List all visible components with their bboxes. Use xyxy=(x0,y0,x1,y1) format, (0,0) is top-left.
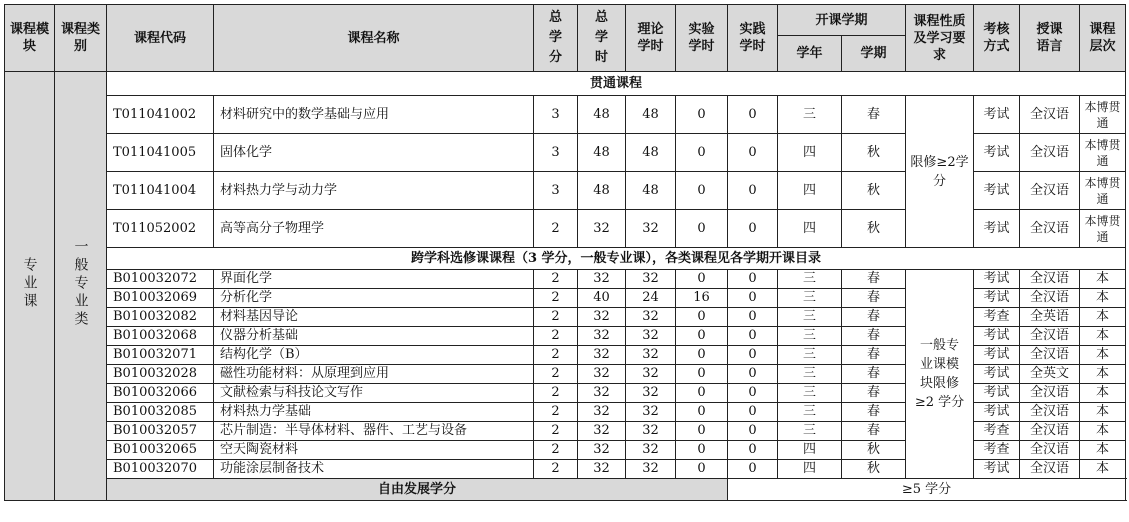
cell-language: 全汉语 xyxy=(1020,134,1080,172)
cell-semester: 春 xyxy=(842,327,906,346)
cell-credits: 2 xyxy=(534,327,578,346)
cell-language: 全英文 xyxy=(1020,365,1080,384)
cell-theory: 48 xyxy=(626,172,676,210)
header-nature: 课程性质及学习要求 xyxy=(906,5,974,72)
cell-credits: 2 xyxy=(534,422,578,441)
cell-year: 三 xyxy=(778,289,842,308)
cell-hours: 32 xyxy=(578,403,626,422)
header-year: 学年 xyxy=(778,36,842,72)
cell-hours: 32 xyxy=(578,210,626,248)
module-label: 专业课 xyxy=(21,256,38,311)
cell-theory: 32 xyxy=(626,441,676,460)
cell-exam: 考查 xyxy=(974,422,1020,441)
cell-language: 全汉语 xyxy=(1020,96,1080,134)
cell-language: 全汉语 xyxy=(1020,441,1080,460)
cell-year: 三 xyxy=(778,270,842,289)
cell-practice: 0 xyxy=(728,460,778,479)
cell-language: 全汉语 xyxy=(1020,270,1080,289)
section1-title-row xyxy=(5,72,1126,96)
cell-semester: 秋 xyxy=(842,172,906,210)
header-hours: 总学时 xyxy=(578,5,626,72)
cell-credits: 2 xyxy=(534,289,578,308)
cell-language: 全汉语 xyxy=(1020,172,1080,210)
table-row xyxy=(5,96,1126,134)
cell-code: B010032057 xyxy=(107,422,214,441)
cell-language: 全汉语 xyxy=(1020,346,1080,365)
cell-credits: 2 xyxy=(534,365,578,384)
cell-credits: 2 xyxy=(534,270,578,289)
header-term-group: 开课学期 xyxy=(778,5,906,36)
cell-code: T011041004 xyxy=(107,172,214,210)
cell-code: B010032070 xyxy=(107,460,214,479)
cell-code: T011052002 xyxy=(107,210,214,248)
cell-credits: 2 xyxy=(534,308,578,327)
cell-semester: 春 xyxy=(842,403,906,422)
header-exam: 考核方式 xyxy=(974,5,1020,72)
cell-level: 本博贯通 xyxy=(1080,172,1126,210)
cell-name: 材料热力学与动力学 xyxy=(214,172,534,210)
cell-exam: 考试 xyxy=(974,327,1020,346)
cell-name: 高等高分子物理学 xyxy=(214,210,534,248)
cell-theory: 32 xyxy=(626,210,676,248)
cell-credits: 2 xyxy=(534,346,578,365)
cell-semester: 春 xyxy=(842,422,906,441)
cell-exam: 考试 xyxy=(974,134,1020,172)
cell-level: 本 xyxy=(1080,289,1126,308)
cell-code: B010032072 xyxy=(107,270,214,289)
cell-level: 本 xyxy=(1080,460,1126,479)
cell-year: 三 xyxy=(778,327,842,346)
header-credits: 总学分 xyxy=(534,5,578,72)
cell-year: 四 xyxy=(778,210,842,248)
cell-hours: 32 xyxy=(578,270,626,289)
cell-hours: 48 xyxy=(578,172,626,210)
cell-hours: 32 xyxy=(578,346,626,365)
cell-year: 三 xyxy=(778,403,842,422)
cell-year: 三 xyxy=(778,308,842,327)
cell-exam: 考试 xyxy=(974,403,1020,422)
cell-lab: 0 xyxy=(676,403,728,422)
cell-language: 全汉语 xyxy=(1020,403,1080,422)
section2-requirement: 一般专业课模块限修≥2 学分 xyxy=(906,270,974,479)
cell-semester: 春 xyxy=(842,308,906,327)
category-cell xyxy=(55,72,107,501)
cell-exam: 考试 xyxy=(974,460,1020,479)
section1-requirement: 限修≥2学分 xyxy=(906,96,974,248)
cell-hours: 32 xyxy=(578,327,626,346)
header-language: 授课语言 xyxy=(1020,5,1080,72)
cell-credits: 2 xyxy=(534,460,578,479)
section2-title: 跨学科选修课课程（3 学分，一般专业课），各类课程见各学期开课目录 xyxy=(107,248,1126,270)
cell-language: 全汉语 xyxy=(1020,210,1080,248)
cell-name: 空天陶瓷材料 xyxy=(214,441,534,460)
header-code: 课程代码 xyxy=(107,5,214,72)
cell-exam: 考试 xyxy=(974,270,1020,289)
header-module: 课程模块 xyxy=(5,5,55,72)
cell-practice: 0 xyxy=(728,96,778,134)
free-development-row xyxy=(5,479,1126,501)
cell-theory: 32 xyxy=(626,365,676,384)
cell-level: 本 xyxy=(1080,403,1126,422)
cell-lab: 0 xyxy=(676,134,728,172)
cell-exam: 考试 xyxy=(974,346,1020,365)
cell-year: 三 xyxy=(778,96,842,134)
cell-semester: 春 xyxy=(842,96,906,134)
cell-level: 本 xyxy=(1080,327,1126,346)
cell-name: 分析化学 xyxy=(214,289,534,308)
cell-code: B010032066 xyxy=(107,384,214,403)
cell-lab: 0 xyxy=(676,210,728,248)
cell-semester: 春 xyxy=(842,289,906,308)
cell-language: 全汉语 xyxy=(1020,384,1080,403)
category-label: 一般专业类 xyxy=(72,238,89,329)
cell-year: 三 xyxy=(778,384,842,403)
cell-lab: 0 xyxy=(676,384,728,403)
cell-lab: 0 xyxy=(676,365,728,384)
cell-theory: 32 xyxy=(626,384,676,403)
cell-lab: 0 xyxy=(676,172,728,210)
cell-theory: 32 xyxy=(626,327,676,346)
cell-name: 材料研究中的数学基础与应用 xyxy=(214,96,534,134)
free-label: 自由发展学分 xyxy=(107,479,728,501)
cell-language: 全汉语 xyxy=(1020,460,1080,479)
header-name: 课程名称 xyxy=(214,5,534,72)
cell-name: 功能涂层制备技术 xyxy=(214,460,534,479)
cell-language: 全英语 xyxy=(1020,308,1080,327)
cell-practice: 0 xyxy=(728,384,778,403)
cell-exam: 考查 xyxy=(974,308,1020,327)
cell-code: B010032082 xyxy=(107,308,214,327)
cell-theory: 32 xyxy=(626,460,676,479)
cell-code: B010032028 xyxy=(107,365,214,384)
cell-hours: 32 xyxy=(578,365,626,384)
cell-language: 全汉语 xyxy=(1020,289,1080,308)
cell-theory: 32 xyxy=(626,308,676,327)
cell-practice: 0 xyxy=(728,346,778,365)
section2-title-row xyxy=(5,248,1126,270)
cell-credits: 2 xyxy=(534,384,578,403)
cell-level: 本博贯通 xyxy=(1080,134,1126,172)
table-row xyxy=(5,270,1126,289)
cell-name: 芯片制造：半导体材料、器件、工艺与设备 xyxy=(214,422,534,441)
cell-code: B010032071 xyxy=(107,346,214,365)
cell-practice: 0 xyxy=(728,172,778,210)
cell-practice: 0 xyxy=(728,365,778,384)
cell-name: 材料热力学基础 xyxy=(214,403,534,422)
cell-level: 本博贯通 xyxy=(1080,210,1126,248)
cell-exam: 考试 xyxy=(974,365,1020,384)
free-value: ≥5 学分 xyxy=(728,479,1126,501)
cell-practice: 0 xyxy=(728,308,778,327)
cell-theory: 32 xyxy=(626,403,676,422)
cell-lab: 0 xyxy=(676,327,728,346)
cell-lab: 0 xyxy=(676,460,728,479)
cell-name: 结构化学（B） xyxy=(214,346,534,365)
cell-theory: 32 xyxy=(626,270,676,289)
cell-credits: 3 xyxy=(534,96,578,134)
header-level: 课程层次 xyxy=(1080,5,1126,72)
cell-lab: 16 xyxy=(676,289,728,308)
cell-name: 磁性功能材料：从原理到应用 xyxy=(214,365,534,384)
cell-semester: 秋 xyxy=(842,460,906,479)
cell-practice: 0 xyxy=(728,210,778,248)
cell-exam: 考试 xyxy=(974,384,1020,403)
cell-hours: 32 xyxy=(578,308,626,327)
cell-credits: 2 xyxy=(534,441,578,460)
cell-code: T011041005 xyxy=(107,134,214,172)
cell-semester: 秋 xyxy=(842,441,906,460)
header-semester: 学期 xyxy=(842,36,906,72)
cell-level: 本 xyxy=(1080,346,1126,365)
cell-level: 本 xyxy=(1080,384,1126,403)
cell-name: 文献检索与科技论文写作 xyxy=(214,384,534,403)
cell-hours: 48 xyxy=(578,96,626,134)
cell-practice: 0 xyxy=(728,327,778,346)
cell-practice: 0 xyxy=(728,422,778,441)
cell-name: 固体化学 xyxy=(214,134,534,172)
cell-year: 四 xyxy=(778,460,842,479)
cell-exam: 考试 xyxy=(974,172,1020,210)
cell-practice: 0 xyxy=(728,134,778,172)
cell-year: 四 xyxy=(778,441,842,460)
cell-year: 四 xyxy=(778,134,842,172)
cell-practice: 0 xyxy=(728,403,778,422)
cell-lab: 0 xyxy=(676,422,728,441)
cell-year: 三 xyxy=(778,422,842,441)
cell-level: 本 xyxy=(1080,270,1126,289)
cell-lab: 0 xyxy=(676,308,728,327)
cell-lab: 0 xyxy=(676,441,728,460)
header-lab: 实验学时 xyxy=(676,5,728,72)
cell-hours: 40 xyxy=(578,289,626,308)
cell-hours: 48 xyxy=(578,134,626,172)
cell-level: 本 xyxy=(1080,365,1126,384)
cell-semester: 春 xyxy=(842,365,906,384)
cell-level: 本 xyxy=(1080,308,1126,327)
cell-practice: 0 xyxy=(728,441,778,460)
header-row-1 xyxy=(5,5,1126,36)
cell-code: T011041002 xyxy=(107,96,214,134)
cell-year: 四 xyxy=(778,172,842,210)
cell-semester: 秋 xyxy=(842,210,906,248)
cell-language: 全汉语 xyxy=(1020,327,1080,346)
cell-hours: 32 xyxy=(578,441,626,460)
cell-hours: 32 xyxy=(578,422,626,441)
cell-hours: 32 xyxy=(578,384,626,403)
cell-theory: 48 xyxy=(626,134,676,172)
cell-level: 本 xyxy=(1080,422,1126,441)
cell-semester: 春 xyxy=(842,346,906,365)
cell-lab: 0 xyxy=(676,96,728,134)
cell-practice: 0 xyxy=(728,270,778,289)
cell-code: B010032085 xyxy=(107,403,214,422)
cell-code: B010032065 xyxy=(107,441,214,460)
cell-code: B010032069 xyxy=(107,289,214,308)
cell-code: B010032068 xyxy=(107,327,214,346)
module-cell xyxy=(5,72,55,501)
header-category: 课程类别 xyxy=(55,5,107,72)
cell-hours: 32 xyxy=(578,460,626,479)
cell-practice: 0 xyxy=(728,289,778,308)
cell-name: 材料基因导论 xyxy=(214,308,534,327)
cell-exam: 考查 xyxy=(974,441,1020,460)
cell-lab: 0 xyxy=(676,270,728,289)
cell-language: 全汉语 xyxy=(1020,422,1080,441)
cell-credits: 2 xyxy=(534,210,578,248)
cell-year: 三 xyxy=(778,346,842,365)
header-theory: 理论学时 xyxy=(626,5,676,72)
cell-exam: 考试 xyxy=(974,210,1020,248)
cell-theory: 32 xyxy=(626,422,676,441)
cell-credits: 3 xyxy=(534,172,578,210)
cell-semester: 秋 xyxy=(842,134,906,172)
cell-credits: 2 xyxy=(534,403,578,422)
cell-level: 本博贯通 xyxy=(1080,96,1126,134)
cell-theory: 32 xyxy=(626,346,676,365)
cell-level: 本 xyxy=(1080,441,1126,460)
header-practice: 实践学时 xyxy=(728,5,778,72)
section1-title: 贯通课程 xyxy=(107,72,1126,96)
cell-theory: 48 xyxy=(626,96,676,134)
cell-year: 三 xyxy=(778,365,842,384)
cell-semester: 春 xyxy=(842,270,906,289)
cell-name: 仪器分析基础 xyxy=(214,327,534,346)
cell-exam: 考试 xyxy=(974,289,1020,308)
cell-lab: 0 xyxy=(676,346,728,365)
cell-theory: 24 xyxy=(626,289,676,308)
curriculum-table xyxy=(4,4,1126,501)
cell-exam: 考试 xyxy=(974,96,1020,134)
cell-credits: 3 xyxy=(534,134,578,172)
cell-name: 界面化学 xyxy=(214,270,534,289)
cell-semester: 春 xyxy=(842,384,906,403)
